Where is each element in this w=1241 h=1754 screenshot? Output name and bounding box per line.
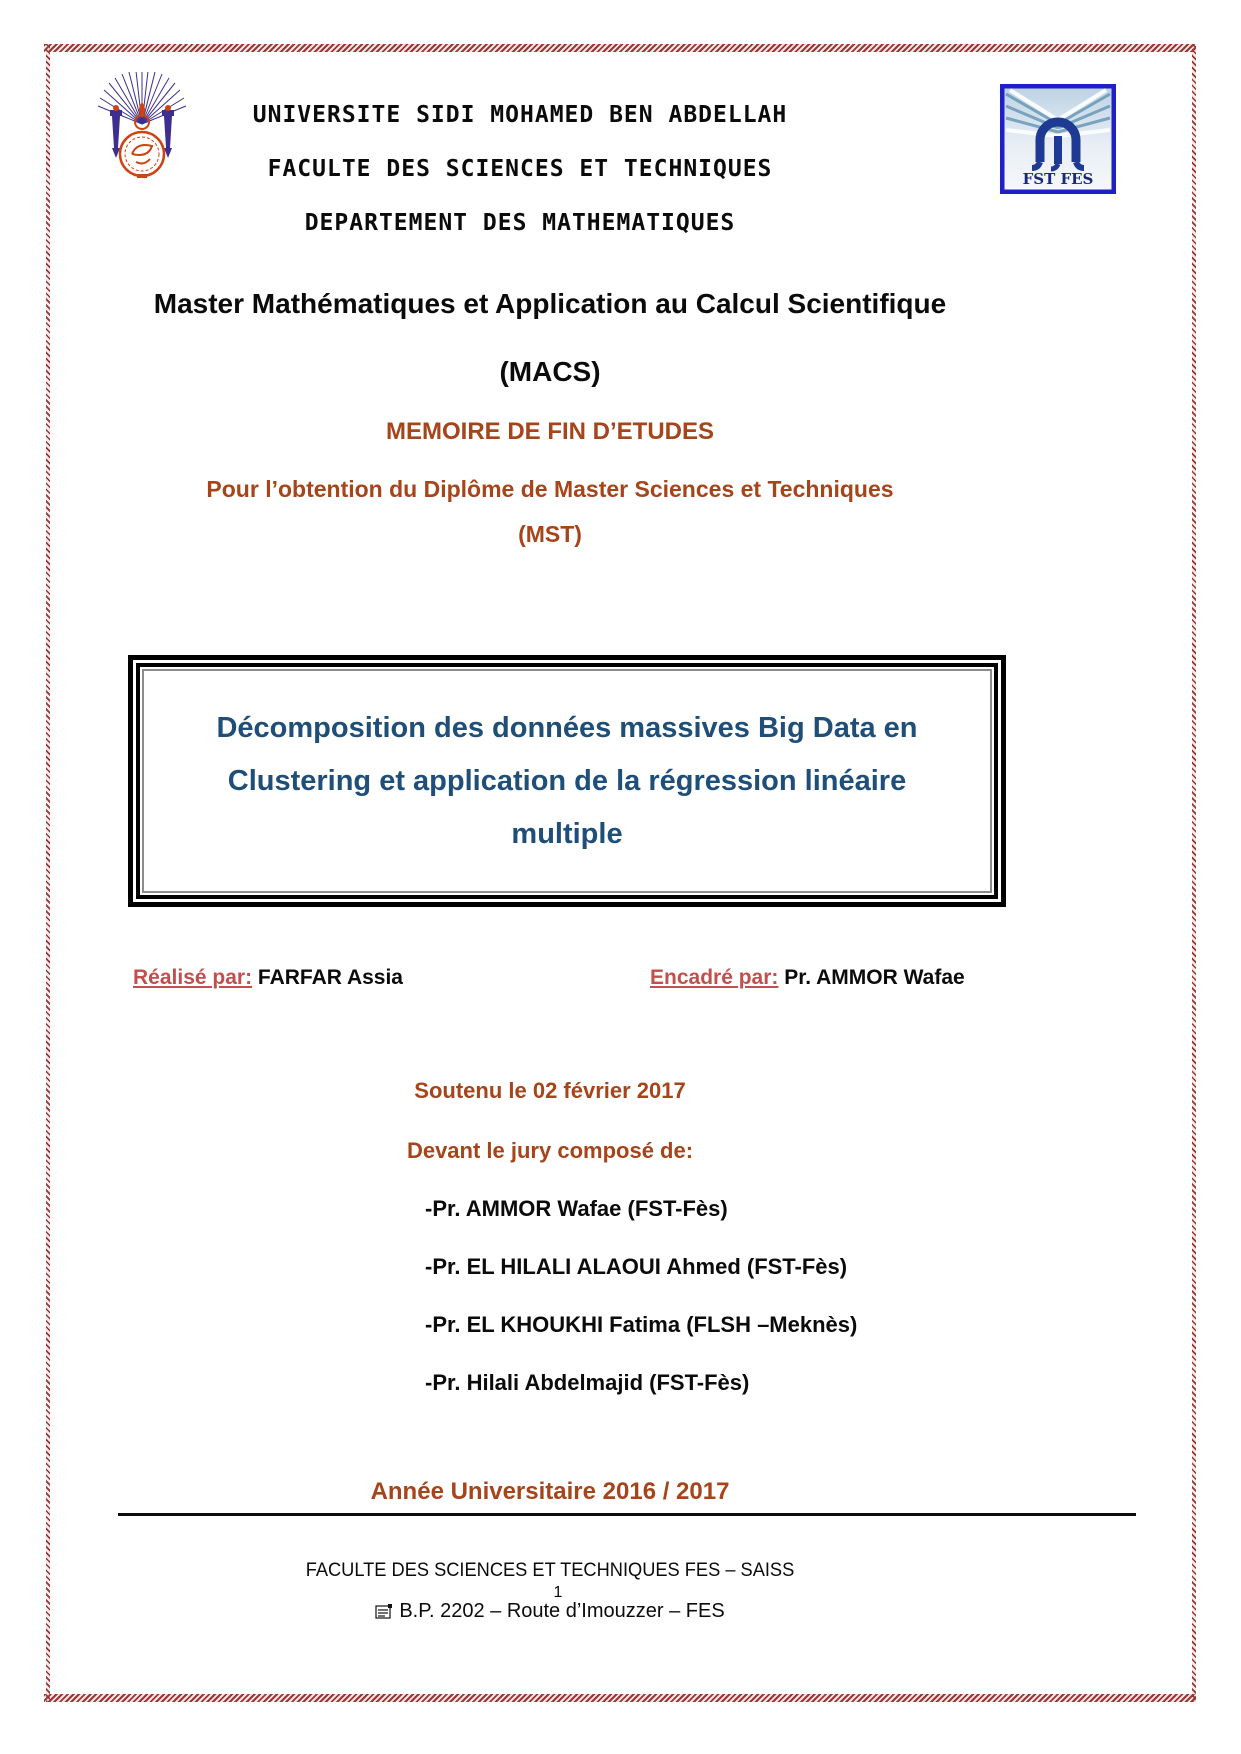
jury-member: -Pr. EL KHOUKHI Fatima (FLSH –Meknès) <box>425 1312 858 1337</box>
supervisor-credit <box>650 966 965 990</box>
envelope-icon <box>375 1602 393 1624</box>
program-abbr: (MACS) <box>499 356 601 387</box>
memoire-abbr: (MST) <box>518 521 582 547</box>
supervisor-label: Encadré par: <box>650 966 779 989</box>
thesis-title-line2: Clustering et application de la régression linéaire <box>227 764 907 797</box>
footer-faculty: FACULTE DES SCIENCES ET TECHNIQUES FES – SAISS <box>305 1560 795 1581</box>
defense-date: Soutenu le 02 février 2017 <box>414 1078 686 1103</box>
academic-year: Année Universitaire 2016 / 2017 <box>370 1478 730 1505</box>
jury-member: -Pr. EL HILALI ALAOUI Ahmed (FST-Fès) <box>425 1254 848 1279</box>
defense-block <box>45 1078 1055 1164</box>
faculty-name: FACULTE DES SCIENCES ET TECHNIQUES <box>267 156 773 182</box>
jury-intro: Devant le jury composé de: <box>406 1138 694 1163</box>
footer-rule <box>118 1513 1136 1516</box>
page-border-top <box>44 44 1196 52</box>
jury-member: -Pr. Hilali Abdelmajid (FST-Fès) <box>425 1370 750 1395</box>
footer-address-line <box>45 1600 1055 1625</box>
department-name: DEPARTEMENT DES MATHEMATIQUES <box>304 210 736 236</box>
fst-fes-logo <box>1000 84 1116 194</box>
page-number: 1 <box>553 1584 563 1601</box>
author-name: FARFAR Assia <box>252 966 403 989</box>
thesis-title-line1: Décomposition des données massives Big Data en <box>216 711 918 744</box>
university-emblem-icon <box>92 72 192 192</box>
university-name: UNIVERSITE SIDI MOHAMED BEN ABDELLAH <box>252 102 788 128</box>
author-label: Réalisé par: <box>133 966 253 989</box>
supervisor-name: Pr. AMMOR Wafae <box>778 966 965 989</box>
program-block <box>45 288 1055 388</box>
page-border-bottom <box>44 1694 1196 1702</box>
memoire-heading: MEMOIRE DE FIN D’ETUDES <box>385 418 715 445</box>
institution-header <box>190 88 850 250</box>
footer-address: B.P. 2202 – Route d’Imouzzer – FES <box>399 1600 725 1622</box>
program-title: Master Mathématiques et Application au Calcul Scientifique <box>153 288 947 319</box>
memoire-subheading: Pour l’obtention du Diplôme de Master Sciences et Techniques <box>206 476 894 502</box>
jury-list <box>425 1196 1125 1428</box>
page-border-right <box>1192 44 1196 1702</box>
thesis-title-box <box>128 655 1006 907</box>
fst-logo-caption: FST FES <box>1022 170 1094 188</box>
memoire-block <box>45 418 1055 548</box>
jury-member: -Pr. AMMOR Wafae (FST-Fès) <box>425 1196 728 1221</box>
thesis-title-line3: multiple <box>511 817 623 850</box>
credits-row <box>0 966 1241 1006</box>
author-credit <box>133 966 403 990</box>
